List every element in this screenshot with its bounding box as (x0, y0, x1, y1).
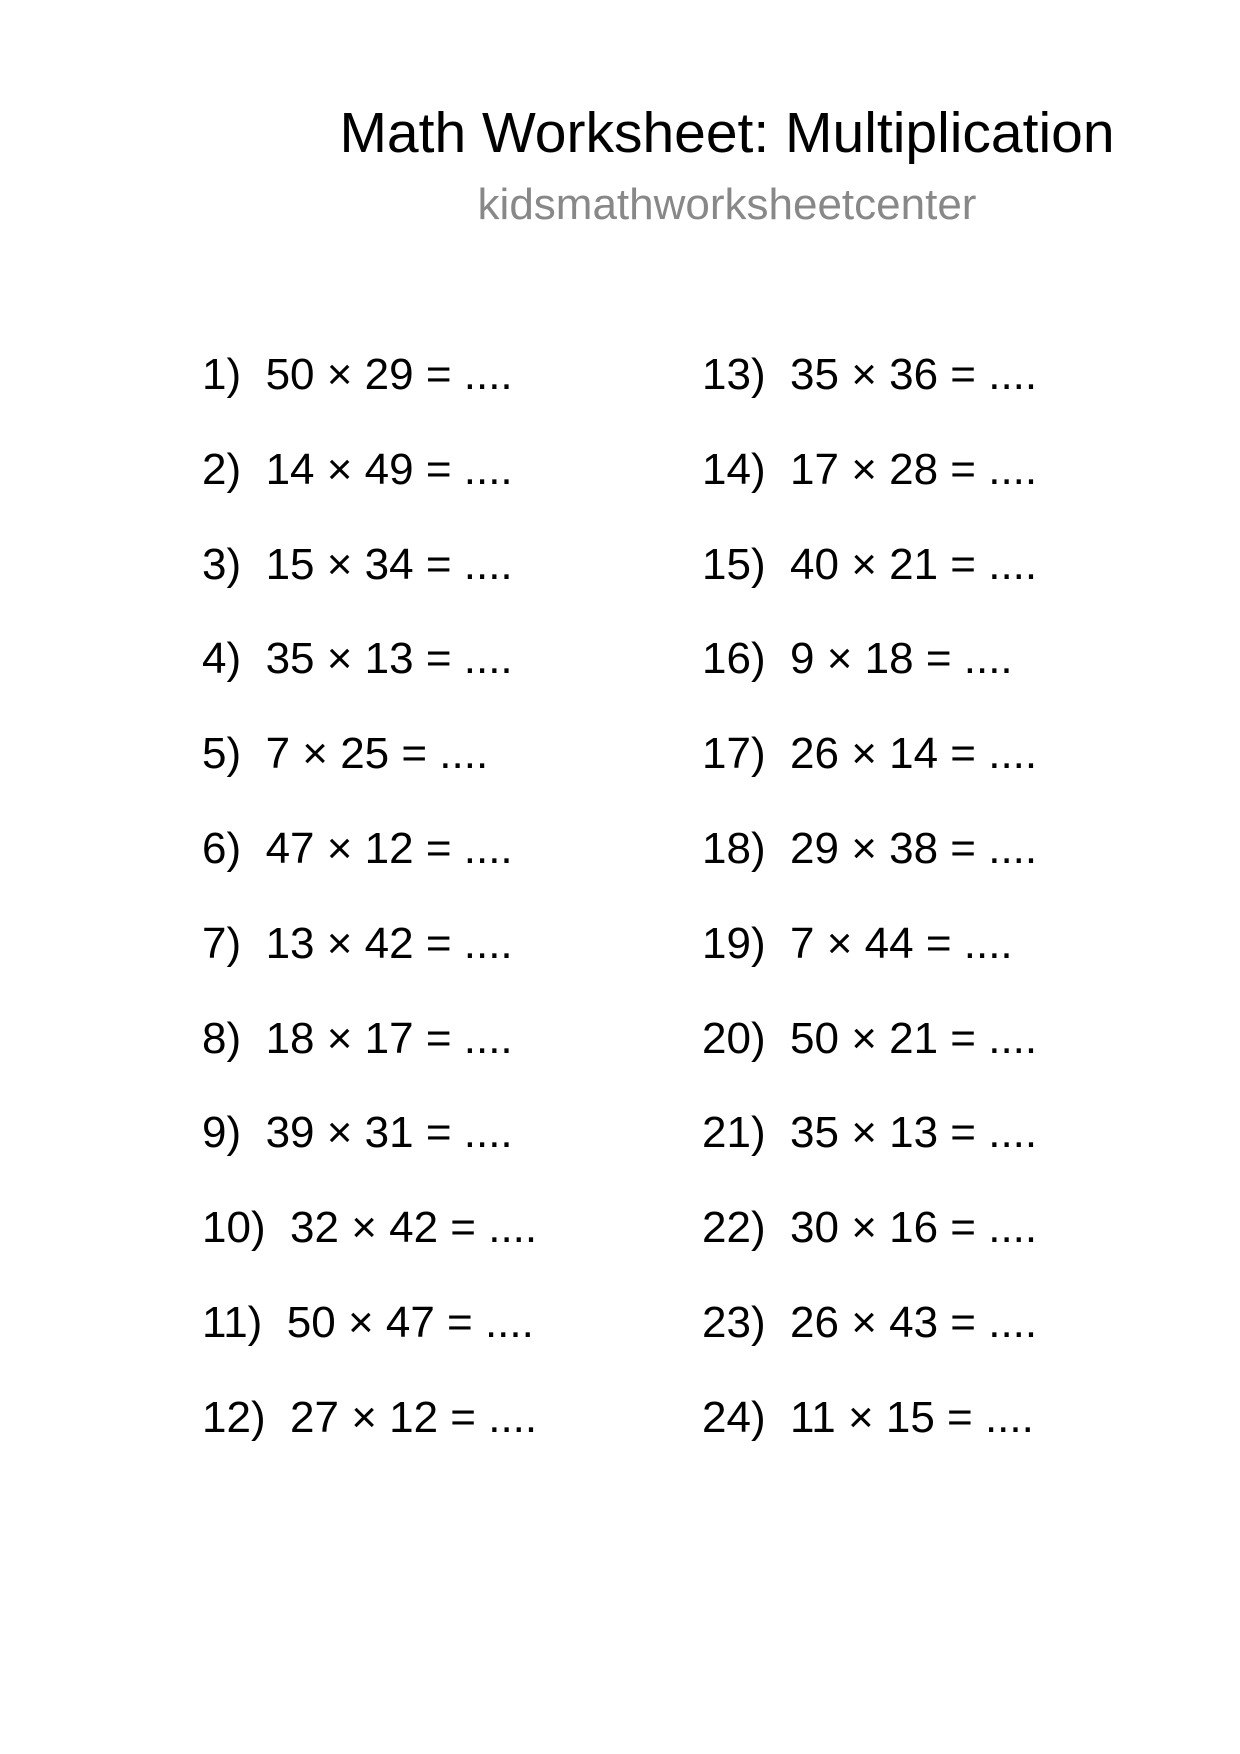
problem-24: 24) 11 × 15 = .... (702, 1392, 1034, 1442)
problem-6: 6) 47 × 12 = .... (202, 823, 513, 873)
problem-13: 13) 35 × 36 = .... (702, 350, 1038, 399)
problem-20: 20) 50 × 21 = .... (702, 1013, 1038, 1063)
problem-3: 3) 15 × 34 = .... (202, 539, 513, 589)
problem-7: 7) 13 × 42 = .... (202, 918, 513, 968)
problem-11: 11) 50 × 47 = .... (202, 1297, 534, 1347)
problems-column-right (702, 350, 1037, 1488)
problem-10: 10) 32 × 42 = .... (202, 1203, 538, 1253)
problem-16: 16) 9 × 18 = .... (702, 634, 1013, 684)
problem-4: 4) 35 × 13 = .... (202, 634, 513, 684)
problem-23: 23) 26 × 43 = .... (702, 1297, 1038, 1347)
problem-12: 12) 27 × 12 = .... (202, 1392, 538, 1442)
problem-19: 19) 7 × 44 = .... (702, 918, 1013, 968)
problem-17: 17) 26 × 14 = .... (702, 729, 1038, 779)
worksheet-source: kidsmathworksheetcenter (477, 180, 977, 229)
problem-14: 14) 17 × 28 = .... (702, 444, 1038, 494)
problem-5: 5) 7 × 25 = .... (202, 729, 489, 779)
problem-9: 9) 39 × 31 = .... (202, 1108, 513, 1158)
problem-2: 2) 14 × 49 = .... (202, 444, 513, 494)
problem-22: 22) 30 × 16 = .... (702, 1203, 1038, 1253)
problem-15: 15) 40 × 21 = .... (702, 539, 1038, 589)
worksheet-title: Math Worksheet: Multiplication (339, 101, 1115, 165)
problem-1: 1) 50 × 29 = .... (202, 350, 513, 399)
problems-column-left (202, 350, 537, 1488)
problem-21: 21) 35 × 13 = .... (702, 1108, 1038, 1158)
problem-8: 8) 18 × 17 = .... (202, 1013, 513, 1063)
problem-18: 18) 29 × 38 = .... (702, 823, 1038, 873)
